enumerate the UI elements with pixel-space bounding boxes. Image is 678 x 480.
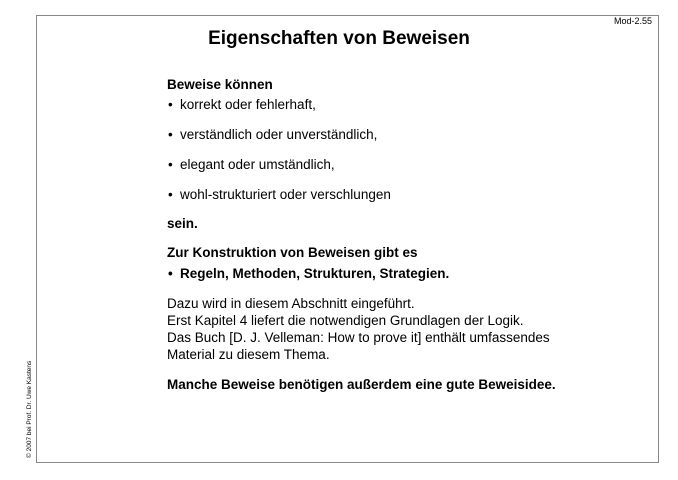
list-item: • korrekt oder fehlerhaft, <box>167 96 647 114</box>
copyright-notice: © 2007 bei Prof. Dr. Uwe Kastens <box>26 360 33 458</box>
intro-paragraph <box>167 295 647 363</box>
paragraph-line: Erst Kapitel 4 liefert die notwendigen Grundlagen der Logik. <box>167 313 524 328</box>
section1-closing: sein. <box>167 216 198 231</box>
list-item: • Regeln, Methoden, Strukturen, Strategien. <box>167 265 647 283</box>
paragraph-line: Das Buch [D. J. Velleman: How to prove it] enthält umfassendes <box>167 330 550 345</box>
section1-lead: Beweise können <box>167 77 273 92</box>
slide-title: Eigenschaften von Beweisen <box>208 28 470 49</box>
slide-id: Mod-2.55 <box>613 16 652 26</box>
paragraph-line: Dazu wird in diesem Abschnitt eingeführt. <box>167 296 415 311</box>
list-item: • verständlich oder unverständlich, <box>167 126 647 144</box>
final-statement: Manche Beweise benötigen außerdem eine gute Beweisidee. <box>167 377 556 392</box>
slide-content <box>167 76 647 394</box>
section2-lead: Zur Konstruktion von Beweisen gibt es <box>167 245 418 260</box>
list-item: • elegant oder umständlich, <box>167 156 647 174</box>
paragraph-line: Material zu diesem Thema. <box>167 347 330 362</box>
property-list <box>167 96 647 204</box>
list-item: • wohl-strukturiert oder verschlungen <box>167 186 647 204</box>
method-list <box>167 265 647 283</box>
